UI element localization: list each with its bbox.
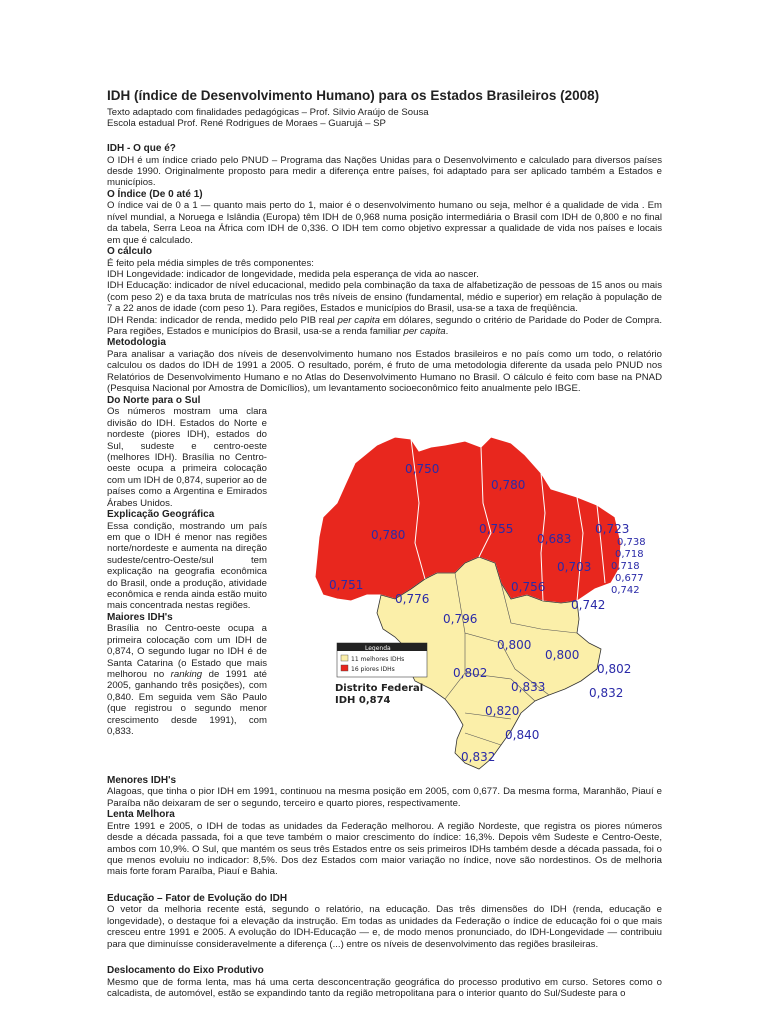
- para-what-is: O IDH é um índice criado pelo PNUD – Programa das Nações Unidas para o Desenvolvimento e calculado para diversos países desde 1990. Originalmente proposto para medir a diferença entre países, foi adaptado para ser aplicado também a Estados e municípios.: [107, 154, 662, 189]
- label-ma: 0,683: [537, 531, 572, 546]
- page-title: IDH (índice de Desenvolvimento Humano) para os Estados Brasileiros (2008): [107, 88, 600, 103]
- para-lowest: Alagoas, que tinha o pior IDH em 1991, continuou na mesma posição em 2005, com 0,677. Da mesma forma, Maranhão, Piauí e Paraíba não deixaram de ser o segundo, terceiro e quarto piores, respectivamente.: [107, 786, 662, 809]
- para-slow-improvement: Entre 1991 e 2005, o IDH de todas as unidades da Federação melhorou. A região Nordeste, que registra os piores números desde a década passada, foi a que teve também o maior crescimento do índice: 16,3%. Depois vêm Sudeste e Centro-Oeste, ambos com 10,9%. O Sul, que mantém os seus três Estados entre os seis primeiros IDHs também desde a década passada, foi o que menos evoluiu no indicador: 8,5%. Dos dez Estados com maior variação no índice, nove são nordestinos. Os de melhoria mais forte foram Paraíba, Piauí e Bahia.: [107, 820, 662, 878]
- legend-worst-label: 16 piores IDHs: [351, 665, 395, 673]
- para-north-south: Os números mostram uma clara divisão do IDH. Estados do Norte e nordeste (piores IDH), estados do Sul, sudeste e centro-oeste (melhores IDH). Brasília no Centro-oeste ocupa a primeira colocação com um IDH de 0,874, superior ao de países como a Argentina e Emirados Árabes Unidos.: [107, 406, 267, 509]
- label-go: 0,800: [497, 637, 532, 652]
- label-rn: 0,738: [617, 536, 646, 548]
- legend-worst-swatch: [341, 665, 348, 671]
- heading-education: Educação – Fator de Evolução do IDH: [107, 892, 288, 904]
- para-calc-intro: É feito pela média simples de três componentes:: [107, 257, 314, 269]
- label-ro: 0,776: [395, 591, 430, 606]
- label-es: 0,802: [597, 661, 632, 676]
- label-pi: 0,703: [557, 559, 592, 574]
- label-ap: 0,780: [491, 477, 526, 492]
- label-rs: 0,832: [461, 749, 496, 764]
- label-mg: 0,800: [545, 647, 580, 662]
- heading-lowest: Menores IDH's: [107, 774, 177, 786]
- para-calc-income: IDH Renda: indicador de renda, medido pelo PIB real per capita em dólares, segundo o critério de Paridade do Poder de Compra. Para regiões, Estados e municípios do Brasil, usa-se a renda familiar per capita.: [107, 314, 662, 338]
- subtitle-author: Texto adaptado com finalidades pedagógicas – Prof. Silvio Araújo de Sousa: [107, 107, 429, 118]
- para-calc-longevity: IDH Longevidade: indicador de longevidade, medida pela esperança de vida ao nascer.: [107, 269, 479, 281]
- label-ce: 0,723: [595, 521, 630, 536]
- para-productive-axis: Mesmo que de forma lenta, mas há uma certa desconcentração geográfica do processo produtivo em curso. Setores como o calcadista, de automóvel, estão se expandindo tanto da região metropolitana para o interior quanto do Sul/Sudeste para o: [107, 976, 662, 999]
- label-to: 0,756: [511, 579, 546, 594]
- label-rr: 0,750: [405, 461, 440, 476]
- heading-highest: Maiores IDH's: [107, 611, 173, 623]
- para-education: O vetor da melhoria recente está, segundo o relatório, na educação. Das três dimensões do IDH (renda, educação e longevidade), o destaque foi a elevação da instrução. Em todas as unidades da Federação o índice de educação foi o que mais cresceu entre 1991 e 2005. A evolução do IDH-Educação — e, de modo menos pronunciado, do IDH-Longevidade — contribuiu para que diminuísse consideravelmente a diferença (...) entre os níveis de desenvolvimento das regiões brasileiras.: [107, 904, 662, 950]
- subtitle-school: Escola estadual Prof. René Rodrigues de Moraes – Guarujá – SP: [107, 118, 386, 129]
- label-ac: 0,751: [329, 577, 364, 592]
- para-index: O índice vai de 0 a 1 — quanto mais perto do 1, maior é o desenvolvimento humano ou seja, melhor é a qualidade de vida . Em nível mundial, a Noruega e Islândia (Europa) têm IDH de 0,968 numa posição intermediária o Brasil com IDH de 0,800 e no final da tabela, Serra Leoa na África com IDH de 0,336. O IDH tem como objetivo expressar a qualidade de vida nos países e locais em que é calculado.: [107, 200, 662, 246]
- map-legend: [337, 643, 427, 677]
- brazil-idh-map: [315, 433, 646, 773]
- label-ms: 0,802: [453, 665, 488, 680]
- label-al: 0,677: [615, 572, 644, 584]
- label-mt: 0,796: [443, 611, 478, 626]
- label-ba: 0,742: [571, 597, 606, 612]
- heading-productive-axis: Deslocamento do Eixo Produtivo: [107, 964, 264, 976]
- legend-title: Legenda: [365, 644, 391, 652]
- label-pa: 0,755: [479, 521, 514, 536]
- map-section: [107, 395, 662, 775]
- label-sc: 0,840: [505, 727, 540, 742]
- para-highest: Brasília no Centro-oeste ocupa a primeira colocação com um IDH de 0,874, O segundo lugar no IDH é de Santa Catarina (o Estado que mais melhorou no ranking de 1991 até 2005, ganhando três posições), com 0,840. Em seguida vem São Paulo (que registrou o segundo menor crescimento desde 1991), com 0,833.: [107, 623, 267, 738]
- heading-calculation: O cálculo: [107, 246, 153, 258]
- label-pb: 0,718: [615, 548, 644, 560]
- df-value: IDH 0,874: [335, 694, 391, 706]
- heading-north-south: Do Norte para o Sul: [107, 394, 201, 406]
- para-geo-explanation: Essa condição, mostrando um país em que o IDH é menor nas regiões norte/nordeste e aumenta na direção sudeste/centro-Oeste/sul tem explicação na geografia econômica do Brasil, onde a produção, atividade econômica e renda ainda estão muito mais concentrada nestas regiões.: [107, 520, 267, 612]
- df-label: Distrito Federal: [335, 682, 424, 694]
- heading-methodology: Metodologia: [107, 337, 166, 349]
- document-page: [107, 88, 662, 999]
- left-column: [107, 395, 267, 738]
- label-se: 0,742: [611, 584, 640, 596]
- para-calc-education: IDH Educação: indicador de nível educacional, medido pela combinação da taxa de alfabetização de pessoas de 15 anos ou mais (com peso 2) e da taxa bruta de matrículas nos três níveis de ensino (fundamental, médio e superior) em relação à população de 7 a 22 anos de idade (com peso 1). Para regiões, Estados e municípios do Brasil, usa-se a taxa de freqüência.: [107, 280, 662, 315]
- label-am: 0,780: [371, 527, 406, 542]
- label-rj: 0,832: [589, 685, 624, 700]
- label-sp: 0,833: [511, 679, 546, 694]
- label-pr: 0,820: [485, 703, 520, 718]
- heading-what-is: IDH - O que é?: [107, 143, 176, 154]
- legend-best-swatch: [341, 655, 348, 661]
- heading-slow-improvement: Lenta Melhora: [107, 809, 175, 821]
- para-methodology: Para analisar a variação dos níveis de desenvolvimento humano nos Estados brasileiros e no país como um todo, o relatório calculou os dados do IDH de 1991 a 2005. O resultado, porém, é fruto de uma metodologia diferente da usada pelo PNUD nos Relatórios de Desenvolvimento Humano e no Atlas do Desenvolvimento Humano no Brasil. O cálculo é feito com base na PNAD (Pesquisa Nacional por Amostra de Domicílios), um levantamento socioeconômico feito anualmente pelo IBGE.: [107, 349, 662, 395]
- legend-best-label: 11 melhores IDHs: [351, 655, 405, 663]
- heading-index: O Índice (De 0 até 1): [107, 188, 203, 200]
- heading-geo-explanation: Explicação Geográfica: [107, 508, 215, 520]
- label-pe: 0,718: [611, 560, 640, 572]
